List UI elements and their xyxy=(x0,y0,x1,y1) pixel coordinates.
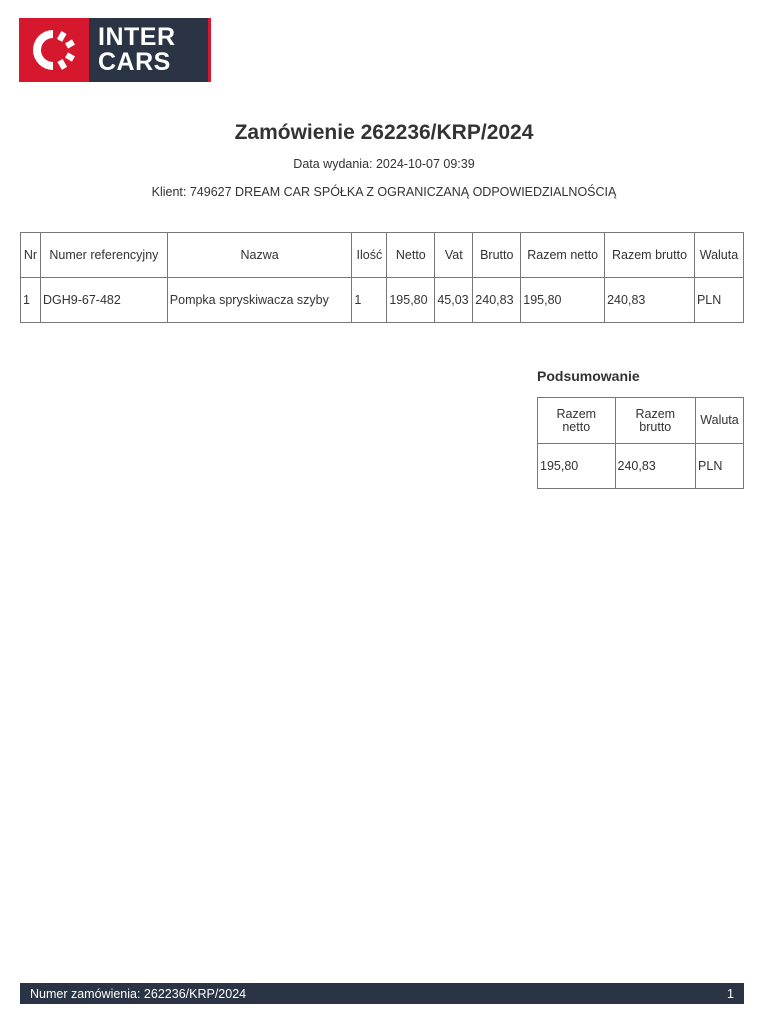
logo-text-line1: INTER xyxy=(98,23,176,51)
summary-cell-currency: PLN xyxy=(696,444,744,489)
summary-table xyxy=(537,397,744,489)
cell-gross: 240,83 xyxy=(473,278,521,323)
col-header-total-net: Razem netto xyxy=(521,233,605,278)
footer-order-number: Numer zamówienia: 262236/KRP/2024 xyxy=(30,986,247,1001)
cell-currency: PLN xyxy=(694,278,743,323)
col-header-total-gross: Razem brutto xyxy=(605,233,695,278)
logo-wordmark xyxy=(89,18,211,82)
col-header-vat: Vat xyxy=(435,233,473,278)
table-row xyxy=(538,444,744,489)
logo-text-line2: CARS xyxy=(98,48,171,76)
summary-header-total-gross xyxy=(615,398,696,444)
cell-net: 195,80 xyxy=(387,278,435,323)
summary-table-header xyxy=(538,398,744,444)
summary-cell-total-net: 195,80 xyxy=(538,444,616,489)
cell-name: Pompka spryskiwacza szyby xyxy=(167,278,352,323)
page-footer xyxy=(20,983,744,1004)
footer-page-number: 1 xyxy=(727,986,734,1001)
cell-vat: 45,03 xyxy=(435,278,473,323)
table-row xyxy=(21,278,744,323)
col-header-reference: Numer referencyjny xyxy=(40,233,167,278)
logo-gear-icon xyxy=(25,24,81,76)
col-header-currency: Waluta xyxy=(694,233,743,278)
cell-quantity: 1 xyxy=(352,278,387,323)
client-info: Klient: 749627 DREAM CAR SPÓŁKA Z OGRANICZANĄ ODPOWIEDZIALNOŚCIĄ xyxy=(151,185,617,199)
col-header-gross: Brutto xyxy=(473,233,521,278)
items-table xyxy=(20,232,744,323)
cell-total-net: 195,80 xyxy=(521,278,605,323)
col-header-net: Netto xyxy=(387,233,435,278)
summary-header-total-net-text: Razem netto xyxy=(556,406,597,434)
intercars-logo xyxy=(19,18,211,82)
logo-mark xyxy=(19,18,89,82)
summary-header-total-gross-text: Razem brutto xyxy=(635,406,676,434)
col-header-quantity: Ilość xyxy=(352,233,387,278)
cell-reference: DGH9-67-482 xyxy=(40,278,167,323)
summary-title: Podsumowanie xyxy=(537,368,640,384)
cell-nr: 1 xyxy=(21,278,41,323)
summary-cell-total-gross: 240,83 xyxy=(615,444,696,489)
page-title: Zamówienie 262236/KRP/2024 xyxy=(234,121,534,144)
col-header-name: Nazwa xyxy=(167,233,352,278)
issue-date: Data wydania: 2024-10-07 09:39 xyxy=(293,157,475,171)
summary-header-currency: Waluta xyxy=(696,398,744,444)
summary-header-total-net xyxy=(538,398,616,444)
col-header-nr: Nr xyxy=(21,233,41,278)
items-table-header xyxy=(21,233,744,278)
cell-total-gross: 240,83 xyxy=(605,278,695,323)
